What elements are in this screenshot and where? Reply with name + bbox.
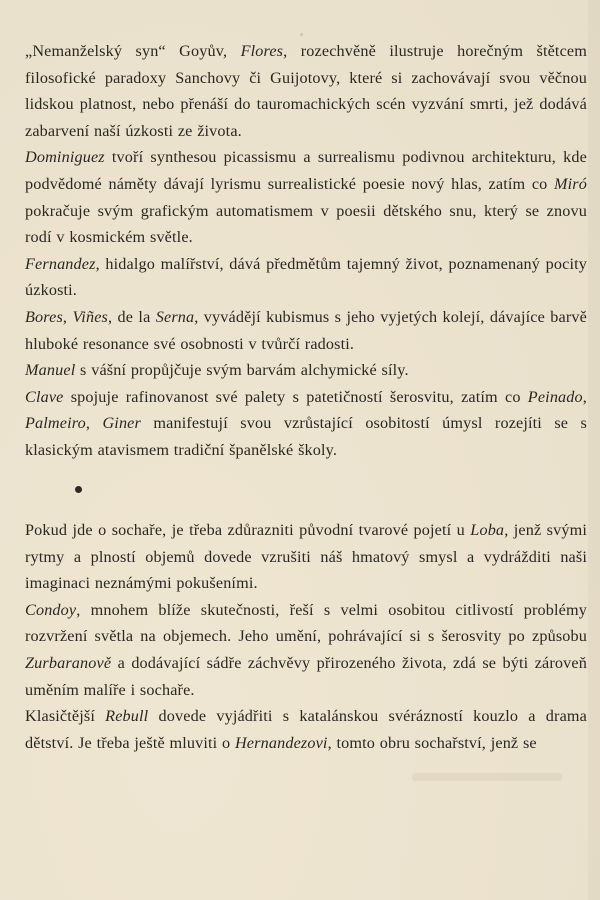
artist-name: Bores (25, 307, 63, 326)
artist-name: Clave (25, 387, 64, 406)
artist-name: Zurbaranově (25, 653, 112, 672)
paragraph-text: pokračuje svým grafickým automatismem v poesii dětského snu, který se znovu rodí v kosmickém světle. (25, 201, 587, 247)
paragraph-text: Klasičtější (25, 707, 106, 726)
paragraph-text: , rozechvěně ilustruje horečným štětcem filosofické paradoxy Sanchovy či Guijotovy, které si zachovávají svou věčnou lidskou platnost, nebo přenáší do tauromachických scén vyzvání smrti, jež dodává zabarvení naší úzkosti ze života. (25, 42, 587, 140)
paragraph-text: , mnohem blíže skutečnosti, řeší s velmi osobitou citlivostí problémy rozvržení světla na objemech. Jeho umění, pohrávající si s šerosvity po způsobu (25, 600, 587, 646)
paragraph-text: , (62, 307, 73, 326)
artist-name: Rebull (105, 707, 149, 726)
paragraph (25, 304, 587, 357)
paragraph-text: dovede vyjádřiti s katalánskou svérázností kouzlo a drama dětství. Je třeba ještě mluviti o (25, 707, 587, 752)
paragraph (25, 251, 587, 304)
paragraph-text: , vyvádějí kubismus s jeho vyjetých kolejí, dávajíce barvě hluboké resonance své osobnosti v tvůrčí radosti. (25, 307, 587, 353)
artist-name: Giner (102, 414, 141, 433)
show-through-text (412, 773, 562, 781)
paragraph (25, 517, 587, 597)
paragraph-text: tvoří synthesou picassismu a surrealismu podivnou architekturu, kde podvědomé náměty dávají lyrismu surrealistické poesie nový hlas, zatím co (25, 148, 587, 193)
sculptors-section (25, 517, 587, 756)
artist-name: Viñes (72, 307, 108, 326)
artist-name: Peinado (527, 387, 583, 406)
paragraph-text: spojuje rafinovanost své palety s patetičností šerosvitu, zatím co (63, 387, 528, 406)
paragraph-text: , tomto obru sochařství, jenž se (327, 733, 537, 752)
paragraph-text: , (85, 414, 103, 433)
paragraph-text: s vášní propůjčuje svým barvám alchymické síly. (75, 361, 409, 380)
artist-name: Serna (155, 307, 195, 326)
paragraph-text: a dodávající sádře záchvěvy přirozeného života, zdá se býti zároveň uměním malíře i sochaře. (25, 653, 587, 699)
artist-name: Dominiguez (25, 148, 105, 167)
paragraph-text: , jenž svými rytmy a plností objemů dovede vzrušiti náš hmatový smysl a vydrážditi naši imaginaci neznámými pokušeními. (25, 521, 587, 593)
print-speck (300, 33, 303, 36)
artist-name: Loba (470, 521, 505, 539)
artist-name: Miró (554, 174, 587, 193)
artist-name: Manuel (25, 361, 76, 380)
artist-name: Condoy (25, 600, 77, 619)
paragraph (25, 38, 587, 144)
paragraph (25, 144, 587, 250)
artist-name: Palmeiro (25, 414, 86, 433)
paragraph-text: Pokud jde o sochaře, je třeba zdůrazniti původní tvarové pojetí u (25, 521, 471, 539)
section-separator-bullet (75, 486, 82, 493)
paragraph-text: , (582, 387, 587, 406)
paragraph (25, 597, 587, 703)
paragraph (25, 703, 587, 756)
paragraph-text: , hidalgo malířství, dává předmětům tajemný život, poznamenaný pocity úzkosti. (25, 254, 587, 300)
paragraph-text: , de la (107, 307, 156, 326)
paragraph (25, 384, 587, 464)
paragraph (25, 357, 587, 384)
painters-section (25, 38, 587, 464)
artist-name: Fernandez (25, 254, 96, 273)
paragraph-text: manifestují svou vzrůstající osobitostí úmysl rozejíti se s klasickým atavismem tradiční španělské školy. (25, 414, 587, 459)
artist-name: Flores (240, 42, 284, 60)
paragraph-text: „Nemanželský syn“ Goyův, (25, 42, 241, 60)
artist-name: Hernandezovi (234, 733, 328, 752)
